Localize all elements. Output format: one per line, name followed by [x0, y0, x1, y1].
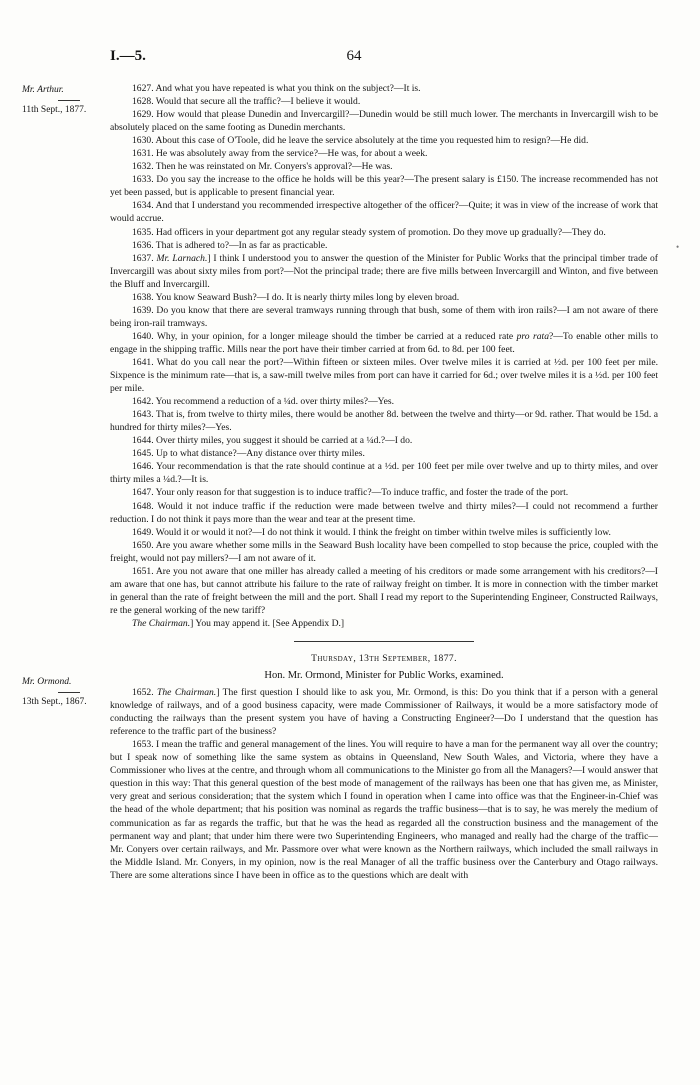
question-text: ] The first question I should like to ask you, Mr. Ormond, is this: Do you think that if a person with a general knowledge of railways, and of a good business capacity, were made Commissioner of Railways, it would be a more satisfactory mode of conducting the railways than the present system you have of having a Constructing Engineer?—Do I understand that the question has reference to the traffic part of the business? [110, 687, 658, 738]
chairman-reply [110, 617, 658, 630]
question-paragraph: 1632. Then he was reinstated on Mr. Conyers's approval?—He was. [132, 161, 393, 173]
question-paragraph-1652 [110, 686, 658, 738]
question-paragraph: 1639. Do you know that there are several tramways running through that bush, some of them with iron rails?—I am not aware of there being iron-rail tramways. [110, 304, 658, 329]
reply-text: ] You may append it. [See Appendix D.] [190, 617, 345, 629]
question-paragraph: 1635. Had officers in your department got any regular steady system of promotion. Do they move up gradually?—They do. [132, 226, 606, 238]
question-paragraph: 1647. Your only reason for that suggestion is to induce traffic?—To induce traffic, and foster the trade of the port. [132, 487, 569, 499]
page-number: 64 [346, 48, 362, 64]
question-paragraph: 1649. Would it or would it not?—I do not think it would. I think the freight on timber within twelve miles is sufficiently low. [132, 526, 611, 538]
question-paragraph-1637 [110, 252, 658, 291]
question-paragraph: 1643. That is, from twelve to thirty miles, there would be another 8d. between the twelve and thirty—or 9d. rather. That would be 15d. a hundred for thirty miles?—Yes. [110, 409, 658, 434]
margin-date: 11th Sept., 1877. [22, 105, 87, 115]
question-paragraph: 1646. Your recommendation is that the rate should continue at a ½d. per 100 feet per mile over twelve and up to thirty miles, and over thirty miles a ¼d.?—It is. [110, 461, 658, 486]
question-paragraph: 1648. Would it not induce traffic if the reduction were made between twelve and thirty miles?—I could not recommend a further reduction. I do not think it pays more than the wear and tear at the present time. [110, 500, 658, 525]
margin-rule [58, 100, 80, 101]
question-paragraph: 1634. And that I understand you recommended irrespective altogether of the officer?—Quite; it was in view of the increase of work that would accrue. [110, 200, 658, 225]
question-paragraph: 1644. Over thirty miles, you suggest it should be carried at a ¼d.?—I do. [132, 435, 413, 447]
question-text: 1640. Why, in your opinion, for a longer mileage should the timber be carried at a reduced rate [132, 330, 517, 342]
margin-mark: • [676, 242, 680, 252]
question-text: ?—To enable other mills to engage in the shipping traffic. Mills near the port have their timber carried at from 6d. to 8d. per 100 feet. [110, 330, 658, 355]
question-paragraph: 1636. That is adhered to?—In as far as practicable. [132, 239, 328, 251]
question-paragraph: 1629. How would that please Dunedin and Invercargill?—Dunedin would be still much lower. The merchants in Invercargill wish to be absolutely placed on the same footing as Dunedin merchants. [110, 109, 658, 134]
page-header [0, 48, 700, 68]
section-heading: Thursday, 13th September, 1877. [311, 652, 457, 664]
question-paragraph-1640 [110, 330, 658, 356]
question-number: 1652. [132, 687, 154, 699]
question-number: 1637. [132, 252, 154, 264]
question-paragraph: 1641. What do you call near the port?—Within fifteen or sixteen miles. Over twelve miles it is carried at ½d. per 100 feet per mile. Sixpence is the minimum rate—that is, a saw-mill twelve miles from port can have it carried for 6d.; over twelve miles it is a ½d. per 100 feet per mile. [110, 356, 658, 395]
speaker-name: Mr. Larnach. [156, 252, 208, 264]
question-paragraph: 1645. Up to what distance?—Any distance over thirty miles. [132, 448, 365, 460]
question-paragraph: 1631. He was absolutely away from the service?—He was, for about a week. [132, 148, 428, 160]
question-paragraph: 1638. You know Seaward Bush?—I do. It is nearly thirty miles long by eleven broad. [132, 291, 460, 303]
question-paragraph: 1630. About this case of O'Toole, did he leave the service absolutely at the time you requested him to resign?—He did. [132, 135, 589, 147]
speaker-name: The Chairman. [132, 617, 191, 629]
italic-phrase: pro rata [516, 330, 550, 342]
question-text: ] I think I understood you to answer the question of the Minister for Public Works that the principal timber trade of Invercargill was about sixty miles from port?—Not the principal trade; there are five mills between Invercargill and Winton, and five between the Bluff and Invercargill. [110, 252, 658, 290]
speaker-name: The Chairman. [157, 687, 217, 699]
question-paragraph: 1627. And what you have repeated is what you think on the subject?—It is. [132, 83, 421, 94]
margin-rule [58, 692, 80, 693]
margin-note-arthur [22, 84, 110, 117]
document-reference: I.—5. [110, 48, 146, 64]
margin-witness-name: Mr. Arthur. [22, 85, 64, 95]
question-paragraph: 1653. I mean the traffic and general management of the lines. You will require to have a man for the permanent way all over the country; but I speak now of something like the same system as obtains in Queensland, New South Wales, and Victoria, where they have a Commissioner who lives at the centre, and through whom all communications to the Minister go from all the Managers?—I would answer that question in this way: That this general question of the best mode of management of the railways has been one that has given me, as Minister, very great and serious consideration; that the system which I found in operation when I came into office was that the Engineer-in-Chief was the head of the whole department; that his position was nominal as regards the traffic business—that is to say, he was merely the medium of communication as far as regards the traffic, but that he was the head as regarded all the construction business and the management of the permanent way and plant; that under him there were two Superintending Engineers, who managed and really had the charge of the traffic—Mr. Conyers over certain railways, and Mr. Passmore over what were known as the Northern railways, which included the small railways in the Middle Island. Mr. Conyers, in my opinion, now is the real Manager of all the traffic business over the Canterbury and Otago railways. There are some alterations since I have been in office as to the questions which are dealt with [110, 739, 658, 881]
section-divider [294, 641, 474, 642]
question-paragraph: 1633. Do you say the increase to the office he holds will be this year?—The present salary is £150. The increase recommended has not yet been passed, but is applicable to present financial year. [110, 174, 658, 199]
evidence-text [110, 82, 658, 882]
margin-witness-name: Mr. Ormond. [22, 677, 72, 687]
question-paragraph: 1651. Are you not aware that one miller has already called a meeting of his creditors or made some arrangement with his creditors?—I am aware that one has, but cannot attribute his failure to the rate of railway freight on timber. It is more in connection with the timber market in general than the rate of freight between the mill and the port. Shall I read my report to the Superintending Engineer, Constructed Railways, re the general working of the new tariff? [110, 565, 658, 616]
question-paragraph: 1650. Are you aware whether some mills in the Seaward Bush locality have been compelled to stop because the price, coupled with the freight, would not pay millers?—I am not aware of it. [110, 539, 658, 564]
section-subheading: Hon. Mr. Ormond, Minister for Public Works, examined. [264, 670, 504, 682]
question-paragraph: 1642. You recommend a reduction of a ¼d. over thirty miles?—Yes. [132, 396, 395, 408]
margin-date: 13th Sept., 1867. [22, 697, 87, 707]
margin-note-ormond [22, 676, 110, 709]
question-paragraph: 1628. Would that secure all the traffic?—I believe it would. [132, 96, 361, 108]
